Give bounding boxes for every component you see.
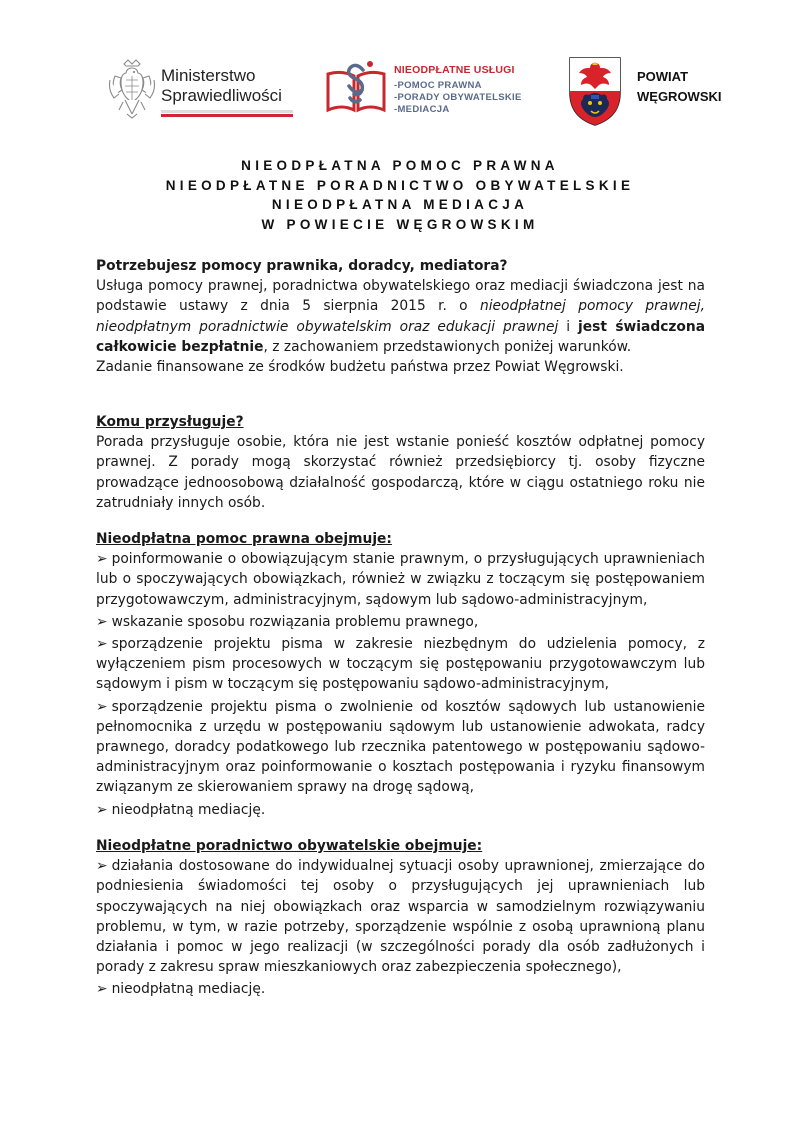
intro-heading: Potrzebujesz pomocy prawnika, doradcy, mediatora?	[96, 258, 508, 274]
list-item: ➢ sporządzenie projektu pisma w zakresie niezbędnym do udzielenia pomocy, z wyłączeniem pism procesowych w toczącym się postępowaniu przygotowawczym lub sądowym i pism w toczącym się postępowaniu sądowo-administracyjnym,	[96, 636, 705, 693]
county-name: POWIAT WĘGROWSKI	[637, 69, 722, 104]
free-services-logo	[324, 56, 524, 122]
title-line: NIEODPŁATNA POMOC PRAWNA	[241, 158, 559, 173]
header-logos	[0, 52, 800, 132]
ministry-logo	[107, 56, 299, 122]
ministry-red-bar	[161, 114, 293, 117]
free-services-title: NIEODPŁATNE USŁUGI	[394, 64, 515, 76]
list-item: ➢ wskazanie sposobu rozwiązania problemu prawnego,	[96, 613, 479, 630]
page-title	[0, 156, 800, 234]
free-services-line: -PORADY OBYWATELSKIE	[394, 92, 522, 103]
title-line: NIEODPŁATNE PORADNICTWO OBYWATELSKIE	[165, 177, 635, 193]
coat-of-arms-icon	[567, 55, 623, 127]
list-item: ➢ sporządzenie projektu pisma o zwolnienie od kosztów sądowych lub ustanowienie pełnomocnika z urzędu w postępowaniu sądowym lub ustanowienie adwokata, radcy prawnego, doradcy podatkowego lub rzecznika patentowego w postępowaniu sądowo-administracyjnym oraz poinformowanie o kosztach postępowania i ryzyku finansowym związanym ze skierowaniem sprawy na drogę sądową,	[96, 698, 705, 796]
legal-aid-heading: Nieodpłatna pomoc prawna obejmuje:	[96, 531, 392, 547]
free-services-line: -MEDIACJA	[394, 104, 450, 115]
eligibility-text: Porada przysługuje osobie, która nie jest wstanie ponieść kosztów odpłatnej pomocy prawnej. Z porady mogą skorzystać również przedsiębiorcy tj. osoby fizyczne prowadzące jednoosobową działalność gospodarczą, które w ciągu ostatniego roku nie zatrudniały innych osób.	[96, 434, 705, 511]
list-item: ➢ poinformowanie o obowiązującym stanie prawnym, o przysługujących uprawnieniach lub o spoczywających obowiązkach, również w związku z toczącym się postępowaniem przygotowawczym, administracyjnym, sądowym lub sądowo-administracyjnym,	[96, 551, 705, 608]
intro-section	[96, 256, 705, 377]
book-paragraph-icon	[324, 56, 388, 122]
ministry-white-bar	[161, 110, 293, 113]
county-logo	[567, 55, 727, 127]
list-item: ➢ nieodpłatną mediację.	[96, 981, 266, 998]
list-item: ➢ nieodpłatną mediację.	[96, 801, 266, 818]
eligibility-heading: Komu przysługuje?	[96, 414, 244, 430]
legal-aid-section	[96, 529, 705, 820]
civic-advice-heading: Nieodpłatne poradnictwo obywatelskie obejmuje:	[96, 838, 483, 854]
polish-eagle-icon	[107, 56, 157, 122]
free-services-line: -POMOC PRAWNA	[394, 80, 482, 91]
funding-note: Zadanie finansowane ze środków budżetu państwa przez Powiat Węgrowski.	[96, 359, 624, 376]
list-item: ➢ działania dostosowane do indywidualnej sytuacji osoby uprawnionej, zmierzające do podniesienia świadomości tej osoby o przysługujących jej uprawnieniach lub spoczywających na niej obowiązkach oraz wsparcia w samodzielnym rozwiązywaniu problemu, w tym, w razie potrzeby, sporządzenie wspólnie z osobą uprawnioną planu działania i pomoc w jego realizacji (w szczególności porady dla osób zadłużonych i porady z zakresu spraw mieszkaniowych oraz zabezpieczenia społecznego),	[96, 858, 705, 976]
title-line: NIEODPŁATNA MEDIACJA	[271, 197, 529, 212]
civic-advice-section	[96, 836, 705, 1000]
ministry-name: Ministerstwo Sprawiedliwości	[161, 66, 282, 105]
intro-paragraph: Usługa pomocy prawnej, poradnictwa obywatelskiego oraz mediacji świadczona jest na podstawie ustawy z dnia 5 sierpnia 2015 r. o nieodpłatnej pomocy prawnej, nieodpłatnym poradnictwie obywatelskim oraz edukacji prawnej i jest świadczona całkowicie bezpłatnie, z zachowaniem przedstawionych poniżej warunków.	[96, 278, 706, 355]
eligibility-section	[96, 412, 705, 513]
title-line: W POWIECIE WĘGROWSKIM	[261, 216, 539, 232]
